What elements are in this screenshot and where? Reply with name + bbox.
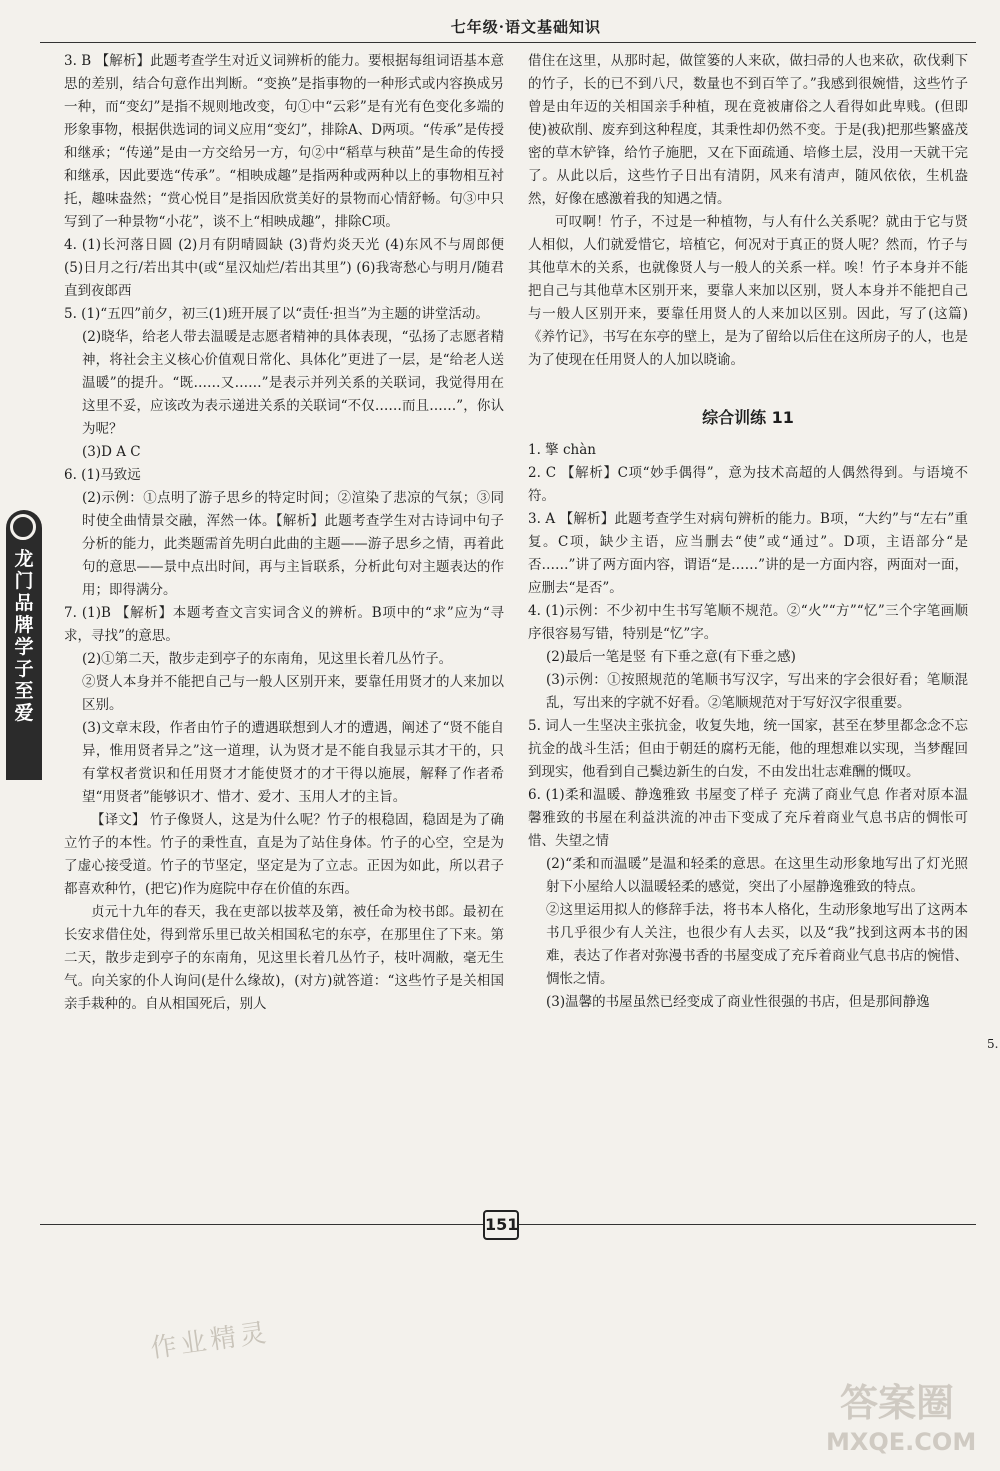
sidebar-brand-text: 龙门品牌 学子至爱 xyxy=(14,548,34,724)
answer-paragraph: 3. A 【解析】此题考查学生对病句辨析的能力。B项，“大约”与“左右”重复。C项，缺少主语，应当删去“使”或“通过”。D项，主语部分“是否……”讲了两方面内容，谓语“是……”讲的是一方面内容，两面对一面，应删去“是否”。 xyxy=(528,511,968,596)
stamp: 作业精灵 xyxy=(148,1317,272,1365)
page-header xyxy=(40,10,976,43)
answer-paragraph: (3)温馨的书屋虽然已经变成了商业性很强的书店，但是那间静逸 xyxy=(546,994,930,1010)
answer-paragraph: 7. (1)B 【解析】本题考查文言实词含义的辨析。B项中的“求”应为“寻求，寻找”的意思。 xyxy=(64,605,504,644)
answer-paragraph: (2)最后一笔是竖 有下垂之意(有下垂之感) xyxy=(546,649,796,665)
answer-paragraph: 5. (1)“五四”前夕，初三(1)班开展了以“责任·担当”为主题的讲堂活动。 xyxy=(64,306,489,322)
answer-paragraph: 6. (1)柔和温暖、静逸雅致 书屋变了样子 充满了商业气息 作者对原本温馨雅致的书屋在利益洪流的冲击下变成了充斥着商业气息书店的惆怅可惜、失望之情 xyxy=(528,787,968,849)
section-title: 综合训练 11 xyxy=(702,408,794,427)
answer-paragraph: (2)“柔和而温暖”是温和轻柔的意思。在这里生动形象地写出了灯光照射下小屋给人以温暖轻柔的感觉，突出了小屋静逸雅致的特点。 xyxy=(546,856,968,895)
answer-paragraph: 4. (1)长河落日圆 (2)月有阴晴圆缺 (3)背灼炎天光 (4)东风不与周郎便 (5)日月之行/若出其中(或“星汉灿烂/若出其里”) (6)我寄愁心与明月/随君直到夜郎西 xyxy=(64,237,504,299)
answer-paragraph: 2. C 【解析】C项“妙手偶得”，意为技术高超的人偶然得到。与语境不符。 xyxy=(528,465,968,504)
answer-paragraph: 1. 擎 chàn xyxy=(528,442,596,458)
answer-paragraph: 3. B 【解析】此题考查学生对近义词辨析的能力。要根据每组词语基本意思的差别，结合句意作出判断。“变换”是指事物的一种形式或内容换成另一种，而“变幻”是指不规则地改变，句①中“云彩”是有光有色变化多端的形象事物，根据供选词的词义应用“变幻”，排除A、D两项。“传承”是传授和继承；“传递”是由一方交给另一方，句②中“稻草与秧苗”是生命的传授和继承，因此要选“传承”。“相映成趣”是指两种或两种以上的事物相互衬托，趣味盎然；“赏心悦目”是指因欣赏美好的景物而心情舒畅。句③中只写到了一种景物“小花”，谈不上“相映成趣”，排除C项。 xyxy=(64,53,504,230)
answer-paragraph: ②贤人本身并不能把自己与一般人区别开来，要靠任用贤才的人来加以区别。 xyxy=(82,674,504,713)
brand-circle-icon xyxy=(10,514,36,540)
answer-paragraph: 贞元十九年的春天，我在吏部以拔萃及第，被任命为校书郎。最初在长安求借住处，得到常乐里已故关相国私宅的东亭，在那里住了下来。第二天，散步走到亭子的东南角，见这里长着几丛竹子，枝叶凋敝，毫无生气。向关家的仆人询问(是什么缘故)，(对方)就答道：“这些竹子是关相国亲手栽种的。自从相国死后，别人 xyxy=(64,904,504,1012)
header-title: 七年级·语文基础知识 xyxy=(450,18,601,36)
answer-paragraph: 可叹啊！竹子，不过是一种植物，与人有什么关系呢？就由于它与贤人相似，人们就爱惜它，培植它，何况对于真正的贤人呢？然而，竹子与其他草木的关系，也就像贤人与一般人的关系一样。唉！竹子本身并不能把自己与其他草木区别开来，要靠人来加以区别，贤人本身并不能把自己与一般人区别开来，要靠任用贤人的人来加以区别。因此，写了(这篇)《养竹记》，书写在东亭的壁上，是为了留给以后住在这所房子的人，也是为了使现在任用贤人的人加以晓谕。 xyxy=(528,214,968,368)
left-column xyxy=(64,50,504,1016)
answer-paragraph: (3)D A C xyxy=(82,444,141,460)
watermark-url: MXQE.COM xyxy=(826,1428,977,1456)
answer-paragraph: (3)示例：①按照规范的笔顺书写汉字，写出来的字会很好看；笔顺混乱，写出来的字就不好看。②笔顺规范对于写好汉字很重要。 xyxy=(546,672,968,711)
answer-paragraph: 5. 词人一生坚决主张抗金，收复失地，统一国家，甚至在梦里都念念不忘抗金的战斗生活；但由于朝廷的腐朽无能，他的理想难以实现，当梦醒回到现实，他看到自己鬓边新生的白发，不由发出壮志难酬的慨叹。 xyxy=(528,718,968,780)
answer-paragraph: (2)①第二天，散步走到亭子的东南角，见这里长着几丛竹子。 xyxy=(82,651,453,667)
right-column-upper xyxy=(528,50,968,372)
answer-paragraph: 【译文】 竹子像贤人，这是为什么呢？竹子的根稳固，稳固是为了确立竹子的本性。竹子的秉性直，直是为了站住身体。竹子的心空，空是为了虚心接受道。竹子的节坚定，坚定是为了立志。正因为如此，所以君子都喜欢种竹，(把它)作为庭院中存在价值的东西。 xyxy=(64,812,504,897)
right-column-lower xyxy=(528,439,968,1014)
watermark-logo: 答案圈 xyxy=(840,1381,955,1425)
edge-mark: 5. xyxy=(987,1037,999,1051)
answer-paragraph: 借住在这里，从那时起，做筐篓的人来砍，做扫帚的人也来砍，砍伐剩下的竹子，长的已不到八尺，数量也不到百竿了。”我感到很婉惜，这些竹子曾是由年迈的关相国亲手种植，现在竟被庸俗之人看得如此卑贱。(但即使)被砍削、废弃到这种程度，其秉性却仍然不变。于是(我)把那些繁盛茂密的草木铲锋，给竹子施肥，又在下面疏通、培修土层，没用一天就干完了。从此以后，这些竹子日出有清阴，风来有清声，随风依依，生机盎然，好像在感激着我的知遇之情。 xyxy=(528,53,968,207)
answer-paragraph: (2)示例：①点明了游子思乡的特定时间；②渲染了悲凉的气氛；③同时使全曲情景交融，浑然一体。【解析】此题考查学生对古诗词中句子分析的能力，此类题需首先明白此曲的主题——游子思乡之情，再着此句的意思——景中点出时间，再与主旨联系，分析此句对主题表达的作用；即得满分。 xyxy=(82,490,504,598)
answer-paragraph: (3)文章末段，作者由竹子的遭遇联想到人才的遭遇，阐述了“贤不能自异，惟用贤者异之”这一道理，认为贤才是不能自我显示其才干的，只有掌权者赏识和任用贤才才能使贤才的才干得以施展，解释了作者希望“用贤者”能够识才、惜才、爱才、玉用人才的主旨。 xyxy=(82,720,504,805)
answer-paragraph: 4. (1)示例：不少初中生书写笔顺不规范。②“火”“方”“忆”三个字笔画顺序很容易写错，特别是“忆”字。 xyxy=(528,603,968,642)
answer-paragraph: 6. (1)马致远 xyxy=(64,467,141,483)
page-number: 151 xyxy=(483,1210,519,1240)
right-column xyxy=(528,50,968,1014)
answer-paragraph: (2)晓华，给老人带去温暖是志愿者精神的具体表现，“弘扬了志愿者精神，将社会主义核心价值观日常化、具体化”更进了一层，是“给老人送温暖”的提升。“既……又……”是表示并列关系的关联词，我觉得用在这里不妥，应该改为表示递进关系的关联词“不仅……而且……”，你认为呢？ xyxy=(82,329,504,437)
answer-paragraph: ②这里运用拟人的修辞手法，将书本人格化，生动形象地写出了这两本书几乎很少有人关注，也很少有人去买，以及“我”找到这两本书的困难，表达了作者对弥漫书香的书屋变成了充斥着商业气息书店的惋惜、惆怅之情。 xyxy=(546,902,968,987)
